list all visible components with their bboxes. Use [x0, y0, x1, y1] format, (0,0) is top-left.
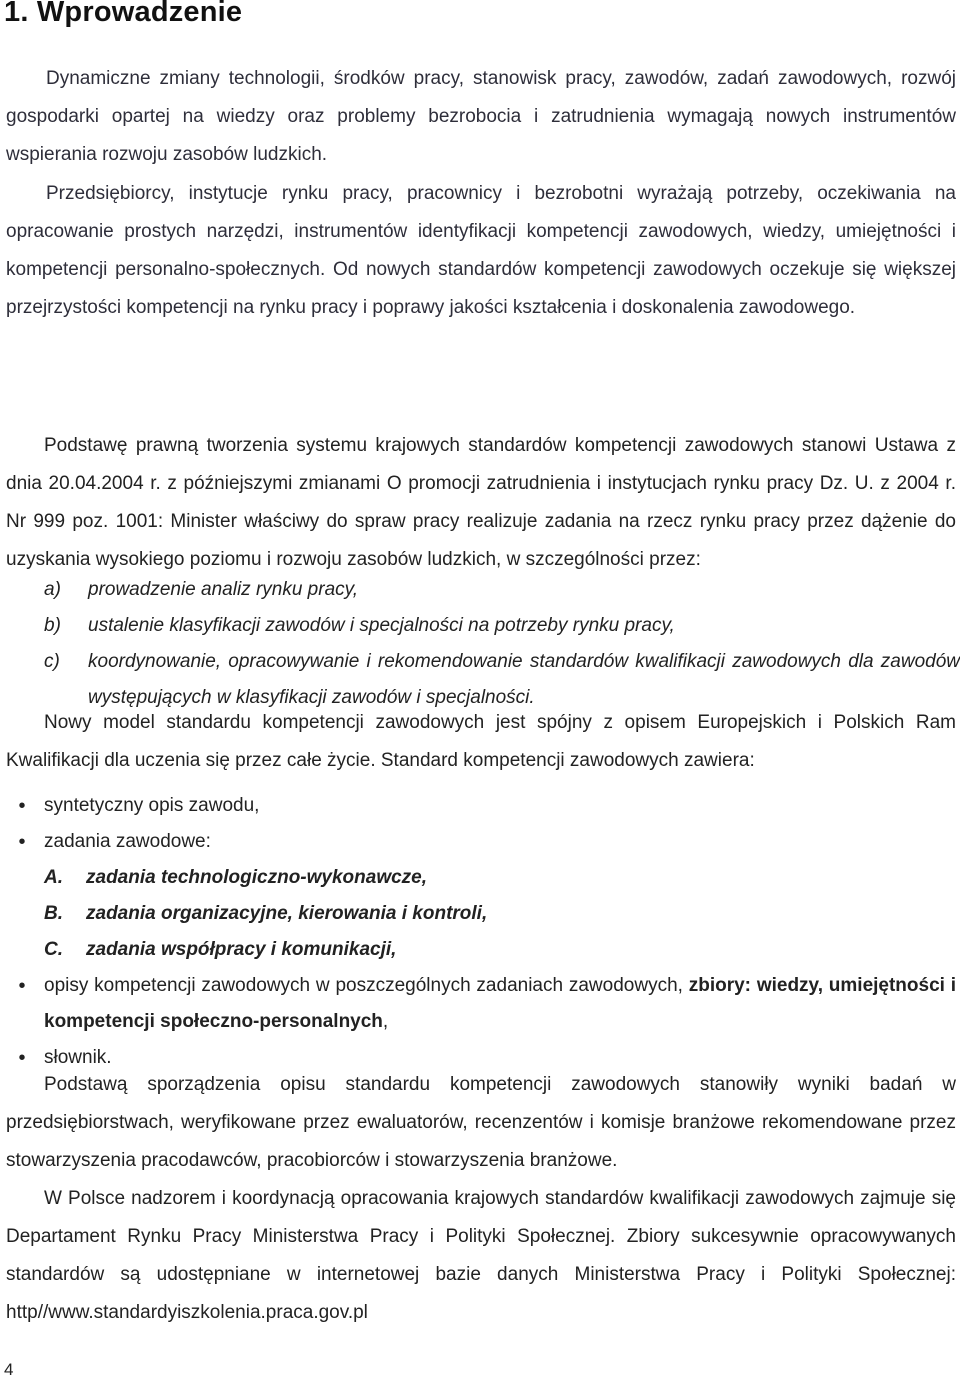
intro-text: Dynamiczne zmiany technologii, środków pracy, stanowisk pracy, zawodów, zadań zawodowych, rozwój gospodarki opartej na wiedzy oraz problemy bezrobocia i zatrudnienia wymagają nowych instrumentów wspierania rozwoju zasobów ludzkich. [6, 68, 956, 165]
standard-contents-list [0, 788, 960, 1076]
bullet-text-bold: zbiory: wiedzy, umiejętności i kompetencji społeczno-personalnych [44, 975, 957, 1032]
sub-item-text: zadania współpracy i komunikacji, [86, 939, 397, 960]
list-item-text: ustalenie klasyfikacji zawodów i specjalności na potrzeby rynku pracy, [88, 615, 675, 636]
section-heading: 1. Wprowadzenie [4, 0, 243, 28]
bullet-text: słownik. [44, 1047, 112, 1068]
bullet-text: syntetyczny opis zawodu, [44, 795, 260, 816]
bullet-item [0, 788, 960, 824]
bullet-icon: • [18, 795, 26, 817]
needs-text: Przedsiębiorcy, instytucje rynku pracy, pracownicy i bezrobotni wyrażają potrzeby, oczekiwania na opracowanie prostych narzędzi, instrumentów identyfikacji kompetencji zawodowych, wiedzy, umiejętności i kompetencji personalno-społecznych. Od nowych standardów kompetencji zawodowych oczekuje się większej przejrzystości kompetencji na rynku pracy i poprawy jakości kształcenia i doskonalenia zawodowego. [6, 183, 956, 318]
intro-paragraph [6, 60, 956, 174]
bullet-text: zadania zawodowe: [44, 831, 211, 852]
page-number: 4 [4, 1360, 14, 1379]
tasks-list [44, 572, 960, 716]
sub-list-item [44, 860, 914, 896]
bullet-text-plain: opisy kompetencji zawodowych w poszczególnych zadaniach zawodowych, [44, 975, 689, 996]
legal-basis-paragraph [6, 427, 956, 579]
bullet-icon: • [18, 831, 26, 853]
sub-item-text: zadania technologiczno-wykonawcze, [86, 867, 428, 888]
sub-list-item [44, 932, 914, 968]
sub-item-text: zadania organizacyjne, kierowania i kontroli, [86, 903, 488, 924]
list-item-label: c) [44, 651, 60, 672]
sub-item-label: C. [44, 939, 63, 960]
supervision-text: W Polsce nadzorem i koordynacją opracowania krajowych standardów kwalifikacji zawodowych zajmuje się Departament Rynku Pracy Ministerstwa Pracy i Polityki Społecznej. Zbiory sukcesywnie opracowywanych standardów są udostępniane w internetowej bazie danych Ministerstwa Pracy i Polityki Społecznej: http//www.standardyiszkolenia.praca.gov.pl [6, 1188, 956, 1323]
bullet-text-end: , [382, 1011, 389, 1032]
supervision-paragraph [6, 1180, 956, 1332]
basis-text: Podstawą sporządzenia opisu standardu kompetencji zawodowych stanowiły wyniki badań w przedsiębiorstwach, weryfikowane przez ewaluatorów, recenzentów i komisje branżowe rekomendowane przez stowarzyszenia pracodawców, pracobiorców i stowarzyszenia branżowe. [6, 1074, 956, 1171]
sub-item-label: B. [44, 903, 63, 924]
bullet-icon: • [18, 975, 26, 997]
sub-list-item [44, 896, 914, 932]
list-item-text: prowadzenie analiz rynku pracy, [88, 579, 359, 600]
list-item [44, 608, 960, 644]
model-text: Nowy model standardu kompetencji zawodowych jest spójny z opisem Europejskich i Polskich Ram Kwalifikacji dla uczenia się przez całe życie. Standard kompetencji zawodowych zawiera: [6, 712, 956, 771]
list-item-label: b) [44, 615, 61, 636]
bullet-item [0, 968, 960, 1040]
sub-item-label: A. [44, 867, 63, 888]
bullet-icon: • [18, 1047, 26, 1069]
needs-paragraph [6, 175, 956, 327]
list-item [44, 572, 960, 608]
list-item-text: koordynowanie, opracowywanie i rekomendowanie standardów kwalifikacji zawodowych dla zawodów występujących w klasyfikacji zawodów i specjalności. [88, 651, 960, 708]
bullet-item [0, 824, 960, 860]
list-item-label: a) [44, 579, 61, 600]
model-paragraph [6, 704, 956, 780]
bullet-text [44, 968, 960, 1040]
basis-paragraph [6, 1066, 956, 1180]
legal-basis-text: Podstawę prawną tworzenia systemu krajowych standardów kompetencji zawodowych stanowi Ustawa z dnia 20.04.2004 r. z późniejszymi zmianami O promocji zatrudnienia i instytucjach rynku pracy Dz. U. z 2004 r. Nr 999 poz. 1001: Minister właściwy do spraw pracy realizuje zadania na rzecz rynku pracy przez dążenie do uzyskania wysokiego poziomu i rozwoju zasobów ludzkich, w szczególności przez: [6, 435, 956, 570]
